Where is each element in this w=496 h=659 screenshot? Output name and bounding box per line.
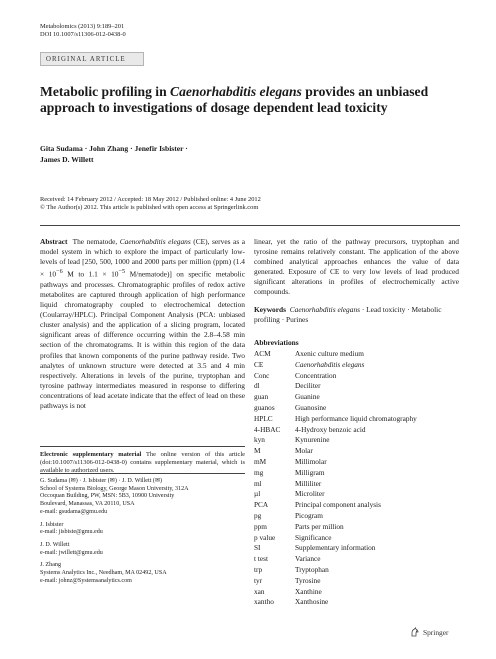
affiliation-willett	[40, 542, 250, 557]
copyright-line: © The Author(s) 2012. This article is published with open access at Springerlink.com	[40, 204, 259, 211]
abbreviation-definition: Tyrosine	[295, 575, 321, 585]
publisher-name: Springer	[423, 627, 449, 637]
affiliation-divider	[40, 473, 245, 474]
abbreviation-definition: Guanosine	[295, 402, 327, 412]
affiliation-email[interactable]: e-mail: gsudama@gmu.edu	[40, 508, 108, 515]
abbreviation-term: mM	[254, 456, 267, 466]
abbreviation-definition: Xanthine	[295, 586, 322, 596]
affiliation-email[interactable]: e-mail: jwillett@gmu.edu	[40, 549, 103, 556]
abbreviation-term: guanos	[254, 402, 275, 412]
abstract-text-2: (CE), serves as a model system in which to explore the impact of particularly low-levels of lead [250, 500, 1000 and 2000 parts per million (ppm) (1.4 × 10	[40, 237, 246, 279]
keyword-species: Caenorhabditis elegans	[289, 305, 361, 314]
affiliation-email[interactable]: e-mail: jisbiste@gmu.edu	[40, 529, 103, 536]
affiliation-name: J. Zhang	[40, 562, 61, 569]
abbreviation-definition: Kynurenine	[295, 435, 330, 445]
abstract-exponent-2: −5	[118, 269, 126, 276]
abbreviation-row	[254, 414, 469, 425]
affiliation-name: J. Isbister	[40, 521, 64, 528]
abbreviation-row	[254, 576, 469, 587]
abbreviation-term: CE	[254, 359, 264, 369]
title-species: Caenorhabditis elegans	[170, 84, 302, 99]
abbreviation-term: trp	[254, 564, 263, 574]
abbreviation-term: xan	[254, 586, 265, 596]
abbreviation-row	[254, 468, 469, 479]
abbreviation-definition: Caenorhabditis elegans	[295, 359, 365, 369]
abbreviation-definition: Axenic culture medium	[295, 349, 364, 358]
abbreviation-row	[254, 349, 469, 360]
abbreviation-row	[254, 565, 469, 576]
esm-text: The online version of this article (doi:10.1007/s11306-012-0438-0) contains supplementary material, which is available to authorized users.	[40, 451, 246, 474]
abstract-exponent-1: −6	[56, 269, 63, 276]
affiliation-address-1: School of Systems Biology, George Mason University, 312A	[40, 485, 189, 492]
abbreviation-row	[254, 597, 469, 608]
publication-dates	[40, 196, 440, 212]
abbreviation-row	[254, 587, 469, 598]
abbreviation-row	[254, 522, 469, 533]
abbreviation-row	[254, 457, 469, 468]
keywords-rest: · Lead toxicity · Metabolic profiling · Purines	[254, 305, 442, 325]
abbreviation-term: pg	[254, 510, 262, 520]
supplementary-note	[40, 451, 245, 475]
abbreviation-row	[254, 543, 469, 554]
abbreviation-term: tyr	[254, 575, 263, 585]
abbreviation-definition: Parts per million	[295, 521, 344, 531]
abbreviation-definition: 4-Hydroxy benzoic acid	[295, 424, 366, 434]
abbreviation-definition: Deciliter	[295, 381, 321, 391]
journal-citation	[40, 23, 126, 39]
abbreviation-row	[254, 403, 469, 414]
abbreviation-row	[254, 489, 469, 500]
abbreviation-term: guan	[254, 392, 269, 402]
abbreviation-term: xantho	[254, 597, 274, 607]
journal-doi-line: DOI 10.1007/s11306-012-0438-0	[40, 31, 126, 38]
affiliation-authors: G. Sudama (✉) · J. Isbister (✉) · J. D. Willett (✉)	[40, 478, 163, 484]
article-title	[40, 84, 460, 116]
abbreviation-term: HPLC	[254, 413, 273, 423]
abbreviation-row	[254, 511, 469, 522]
abbreviation-term: M	[254, 446, 261, 456]
history-line: Received: 14 February 2012 / Accepted: 18 May 2012 / Published online: 4 June 2012	[40, 196, 261, 203]
abbreviation-row	[254, 392, 469, 403]
abbreviation-term: PCA	[254, 500, 269, 510]
abbreviation-term: 4-HBAC	[254, 424, 281, 434]
title-part1: Metabolic profiling in	[40, 84, 171, 99]
abbreviation-row	[254, 360, 469, 371]
author-line-1: Gita Sudama · John Zhang · Jenefir Isbister ·	[40, 144, 188, 153]
abstract-continued: linear, yet the ratio of the pathway precursors, tryptophan and tyrosine remains relatively constant. The application of the above combined analytical approaches enhances the value of data generated. Exposure of CE to very low levels of lead produced significant alterations in profiles of electrochemically active compounds.	[254, 237, 459, 297]
abbreviation-definition: Supplementary information	[295, 543, 376, 553]
abbreviation-definition: Milligram	[295, 467, 325, 477]
journal-volume-line: Metabolomics (2013) 9:189–201	[40, 23, 125, 30]
abbreviation-definition: Tryptophan	[295, 564, 329, 574]
abbreviation-term: kyn	[254, 435, 265, 445]
abbreviation-definition: Principal component analysis	[295, 500, 381, 510]
abbreviation-row	[254, 500, 469, 511]
affiliation-address-2: Occoquan Building, PW, MSN: 5B3, 10900 University	[40, 493, 175, 500]
abbreviation-term: mg	[254, 467, 264, 477]
title-part2: provides an unbiased approach to investigations of dosage dependent lead toxicity	[40, 84, 429, 116]
affiliation-email[interactable]: e-mail: johnz@Systemsanalytics.com	[40, 577, 132, 584]
affiliation-name: J. D. Willett	[40, 541, 70, 548]
abbreviation-definition: Concentration	[295, 370, 337, 380]
abbreviation-term: t test	[254, 554, 268, 564]
abbreviation-row	[254, 435, 469, 446]
esm-divider	[40, 446, 245, 447]
article-type-badge: ORIGINAL ARTICLE	[40, 52, 144, 66]
affiliations	[40, 478, 250, 590]
abbreviation-row	[254, 554, 469, 565]
keywords-label: Keywords	[254, 305, 287, 314]
abbreviation-term: ml	[254, 478, 262, 488]
abbreviation-term: µl	[254, 489, 261, 499]
publisher-logo	[410, 627, 448, 637]
abbreviation-definition: Picogram	[295, 510, 323, 520]
abstract-body	[40, 237, 245, 411]
abbreviation-term: ACM	[254, 349, 271, 358]
abbreviation-definition: Milliliter	[295, 478, 322, 488]
author-line-2: James D. Willett	[40, 154, 94, 164]
abbreviation-definition: Microliter	[295, 489, 325, 499]
abbreviation-row	[254, 479, 469, 490]
abbreviation-row	[254, 371, 469, 382]
keywords	[254, 305, 459, 325]
abbreviations-list	[254, 349, 469, 608]
header-divider	[40, 225, 460, 226]
abbreviation-definition: Millimolar	[295, 456, 327, 466]
abbreviation-term: Conc	[254, 370, 270, 380]
abstract-text-3: M to 1.1 × 10	[62, 269, 119, 279]
esm-label: Electronic supplementary material	[40, 451, 142, 458]
abbreviation-definition: Guanine	[295, 392, 320, 402]
abbreviation-term: ppm	[254, 521, 267, 531]
abbreviation-term: dl	[254, 381, 260, 391]
affiliation-isbister	[40, 522, 250, 537]
abbreviation-definition: High performance liquid chromatography	[295, 413, 417, 423]
affiliation-address: Systems Analytics Inc., Needham, MA 02492, USA	[40, 570, 167, 577]
abstract-text-4: M/nematode)] on specific metabolic pathways and processes. Chromatographic profiles of redox active metabolites are captured through application of high performance liquid chromatography coupled to electrochemical detection (Coularray/HPLC). Principal Component Analysis (PCA: unbiased cluster analysis) and the application of a slicing program, located significant areas of difference occurring within the 2.8–4.58 min section of the chromatograms. It is within this region of the data profiles that known components of the purine pathway reside. Two analytes of unknown structure were detected at 3.5 and 4 min respectively. Alterations in levels of the purine, tryptophan and tyrosine pathway intermediates measured in response to differing concentrations of lead acetate indicate that the effect of lead on these pathways is not	[40, 269, 245, 410]
abbreviation-row	[254, 446, 469, 457]
abstract-label: Abstract	[40, 237, 68, 246]
affiliation-primary	[40, 478, 250, 517]
springer-horse-icon	[410, 627, 420, 637]
abbreviation-row	[254, 381, 469, 392]
abbreviation-definition: Variance	[295, 554, 321, 564]
abstract-species: Caenorhabditis elegans	[119, 237, 191, 246]
abbreviation-definition: Xanthosine	[295, 597, 329, 607]
abstract-text-1: The nematode,	[72, 237, 120, 246]
affiliation-address-3: Boulevard, Manassas, VA 20110, USA	[40, 501, 135, 508]
abbreviation-definition: Significance	[295, 532, 332, 542]
affiliation-zhang	[40, 562, 250, 585]
abbreviation-row	[254, 425, 469, 436]
abbreviation-term: p value	[254, 532, 276, 542]
abbreviation-definition: Molar	[295, 446, 313, 456]
abbreviation-row	[254, 533, 469, 544]
abbreviation-term: SI	[254, 543, 261, 553]
abbreviations-heading: Abbreviations	[254, 338, 299, 347]
author-list	[40, 144, 300, 165]
